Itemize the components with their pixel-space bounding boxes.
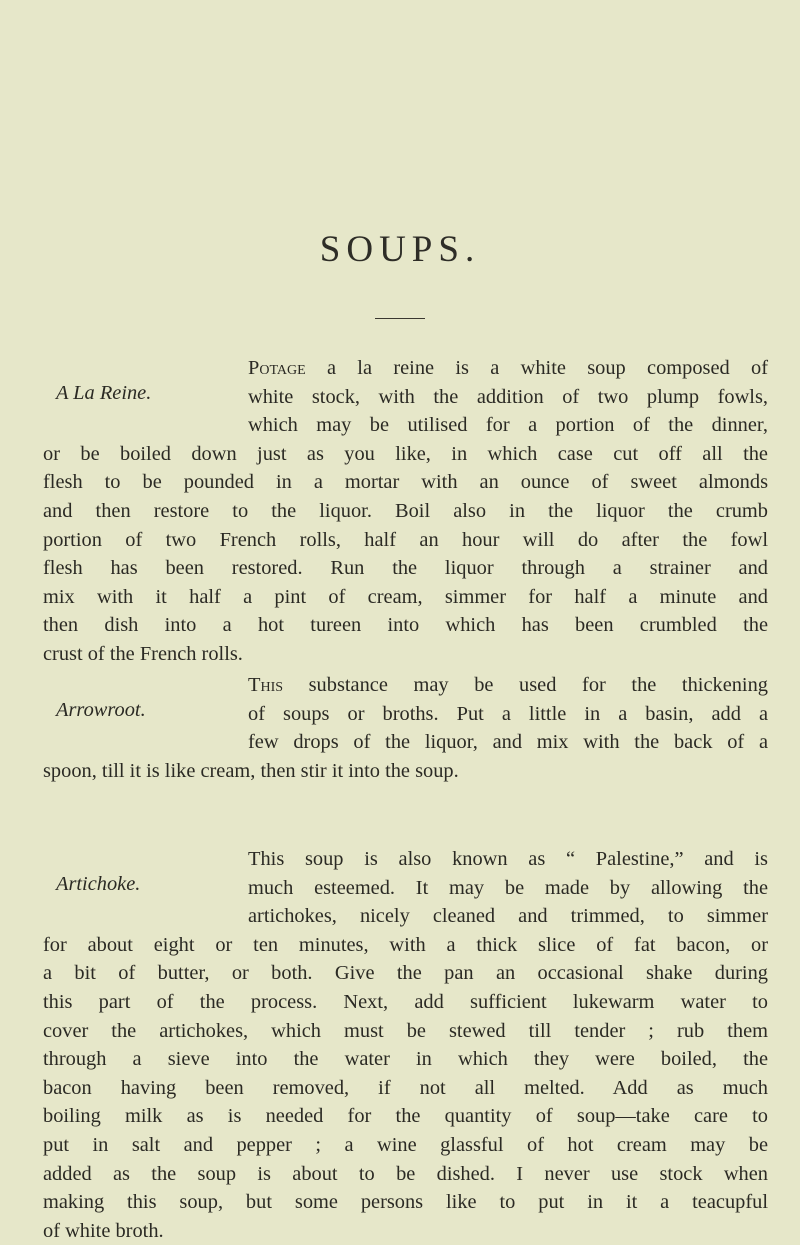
paragraph-line: portion of two French rolls, half an hour will do after the fowl (43, 528, 768, 551)
paragraph-line: Potage a la reine is a white soup composed of (248, 357, 768, 379)
paragraph-line: flesh to be pounded in a mortar with an ounce of sweet almonds (43, 471, 768, 494)
side-heading-artichoke: Artichoke. (56, 873, 141, 895)
paragraph-line: few drops of the liquor, and mix with the back of a (248, 731, 768, 754)
paragraph-line: spoon, till it is like cream, then stir it into the soup. (43, 759, 459, 782)
paragraph-line: bacon having been removed, if not all melted. Add as much (43, 1076, 768, 1099)
title-divider (375, 318, 425, 319)
paragraph-line: through a sieve into the water in which they were boiled, the (43, 1048, 768, 1071)
section-a-la-reine (43, 354, 768, 669)
paragraph-line: put in salt and pepper ; a wine glassful of hot cream may be (43, 1133, 768, 1156)
side-heading-arrowroot: Arrowroot. (56, 699, 146, 721)
paragraph-line: of soups or broths. Put a little in a basin, add a (248, 702, 768, 725)
paragraph-line: white stock, with the addition of two plump fowls, (248, 385, 768, 408)
paragraph-line: a bit of butter, or both. Give the pan an occasional shake during (43, 962, 768, 985)
paragraph-line: cover the artichokes, which must be stewed till tender ; rub them (43, 1019, 768, 1042)
paragraph-line: much esteemed. It may be made by allowing the (248, 876, 768, 899)
paragraph-line: This substance may be used for the thickening (248, 674, 768, 696)
paragraph-line: added as the soup is about to be dished. I never use stock when (43, 1162, 768, 1185)
section-arrowroot (43, 671, 768, 785)
paragraph-line: this part of the process. Next, add sufficient lukewarm water to (43, 990, 768, 1013)
side-heading-a-la-reine: A La Reine. (56, 382, 152, 404)
paragraph-line: or be boiled down just as you like, in which case cut off all the (43, 442, 768, 465)
paragraph-line: for about eight or ten minutes, with a thick slice of fat bacon, or (43, 933, 768, 956)
paragraph-line: making this soup, but some persons like to put in it a teacupful (43, 1191, 768, 1214)
paragraph-line: and then restore to the liquor. Boil also in the liquor the crumb (43, 499, 768, 522)
paragraph-line: artichokes, nicely cleaned and trimmed, to simmer (248, 905, 768, 928)
paragraph-line: of white broth. (43, 1219, 164, 1242)
paragraph-line: crust of the French rolls. (43, 642, 243, 665)
paragraph-line: boiling milk as is needed for the quantity of soup—take care to (43, 1105, 768, 1128)
paragraph-line: which may be utilised for a portion of the dinner, (248, 414, 768, 437)
paragraph-line: then dish into a hot tureen into which has been crumbled the (43, 614, 768, 637)
page-title: SOUPS. (319, 229, 481, 270)
section-artichoke (43, 845, 768, 1245)
paragraph-line: mix with it half a pint of cream, simmer for half a minute and (43, 585, 768, 608)
paragraph-line: This soup is also known as “ Palestine,” and is (248, 848, 768, 870)
paragraph-line: flesh has been restored. Run the liquor through a strainer and (43, 557, 768, 580)
